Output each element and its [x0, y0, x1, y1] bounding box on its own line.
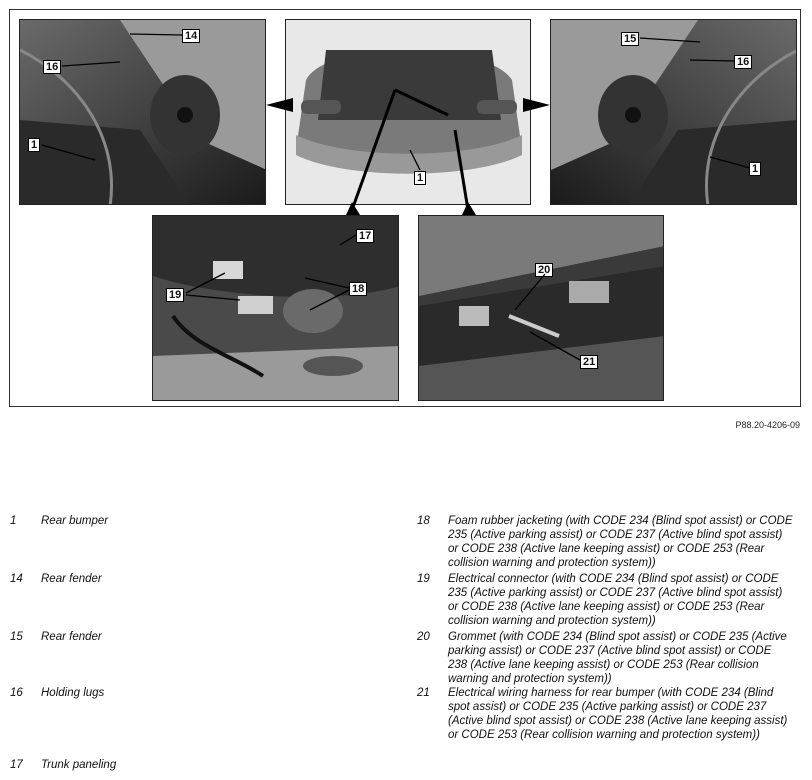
legend-text: Grommet (with CODE 234 (Blind spot assist) or CODE 235 (Active parking assist) or CODE 237 (Active blind spot assist) or CODE 238 (Active lane keeping assist) or CODE 253 (Rear collision warning and protection system)) — [448, 631, 787, 685]
trunk-connector-photo-illustration — [153, 216, 399, 401]
legend-number: 18 — [417, 515, 430, 527]
legend-text: Holding lugs — [41, 687, 105, 699]
photo-left-fender — [19, 19, 266, 205]
figure-frame — [9, 9, 801, 407]
callout-18: 18 — [349, 282, 367, 296]
callout-16-right: 16 — [734, 55, 752, 69]
legend-number: 19 — [417, 573, 430, 585]
legend-number: 16 — [10, 687, 23, 699]
photo-rear-view — [285, 19, 531, 205]
legend-text: Electrical wiring harness for rear bumper (with CODE 234 (Blind spot assist) or CODE 235 (Active parking assist) or CODE 237 (Active blind spot assist) or CODE 238 (Active lane keeping assist) or CODE 253 (Rear collision warning and protection system)) — [448, 687, 788, 741]
callout-19: 19 — [166, 288, 184, 302]
legend-text: Foam rubber jacketing (with CODE 234 (Blind spot assist) or CODE 235 (Active parking assist) or CODE 237 (Active blind spot assist) or CODE 238 (Active lane keeping assist) or CODE 253 (Rear collision warning and protection system)) — [448, 515, 793, 569]
photo-right-fender — [550, 19, 797, 205]
legend-number: 17 — [10, 759, 23, 771]
right-fender-photo-illustration — [551, 20, 797, 205]
callout-1-right: 1 — [749, 162, 761, 176]
grommet-harness-photo-illustration — [419, 216, 664, 401]
legend-text: Rear bumper — [41, 515, 109, 527]
callout-1-left: 1 — [28, 138, 40, 152]
legend-number: 14 — [10, 573, 23, 585]
figure-reference: P88.20-4206-09 — [735, 420, 800, 430]
legend-number: 20 — [417, 631, 430, 643]
callout-15-right: 15 — [621, 32, 639, 46]
callout-21: 21 — [580, 355, 598, 369]
legend-number: 21 — [417, 687, 430, 699]
legend-text: Rear fender — [41, 573, 102, 585]
legend-number: 1 — [10, 515, 17, 527]
left-fender-photo-illustration — [20, 20, 266, 205]
callout-16-left: 16 — [43, 60, 61, 74]
rear-vehicle-photo-illustration — [286, 20, 531, 205]
legend-text: Electrical connector (with CODE 234 (Blind spot assist) or CODE 235 (Active parking assist) or CODE 237 (Active blind spot assist) or CODE 238 (Active lane keeping assist) or CODE 253 (Rear collision warning and protection system)) — [448, 573, 783, 627]
callout-17: 17 — [356, 229, 374, 243]
legend-text: Rear fender — [41, 631, 102, 643]
legend-text: Trunk paneling — [41, 759, 117, 771]
photo-grommet-harness — [418, 215, 664, 401]
callout-1-center: 1 — [414, 171, 426, 185]
callout-14-left: 14 — [182, 29, 200, 43]
legend-number: 15 — [10, 631, 23, 643]
callout-20: 20 — [535, 263, 553, 277]
